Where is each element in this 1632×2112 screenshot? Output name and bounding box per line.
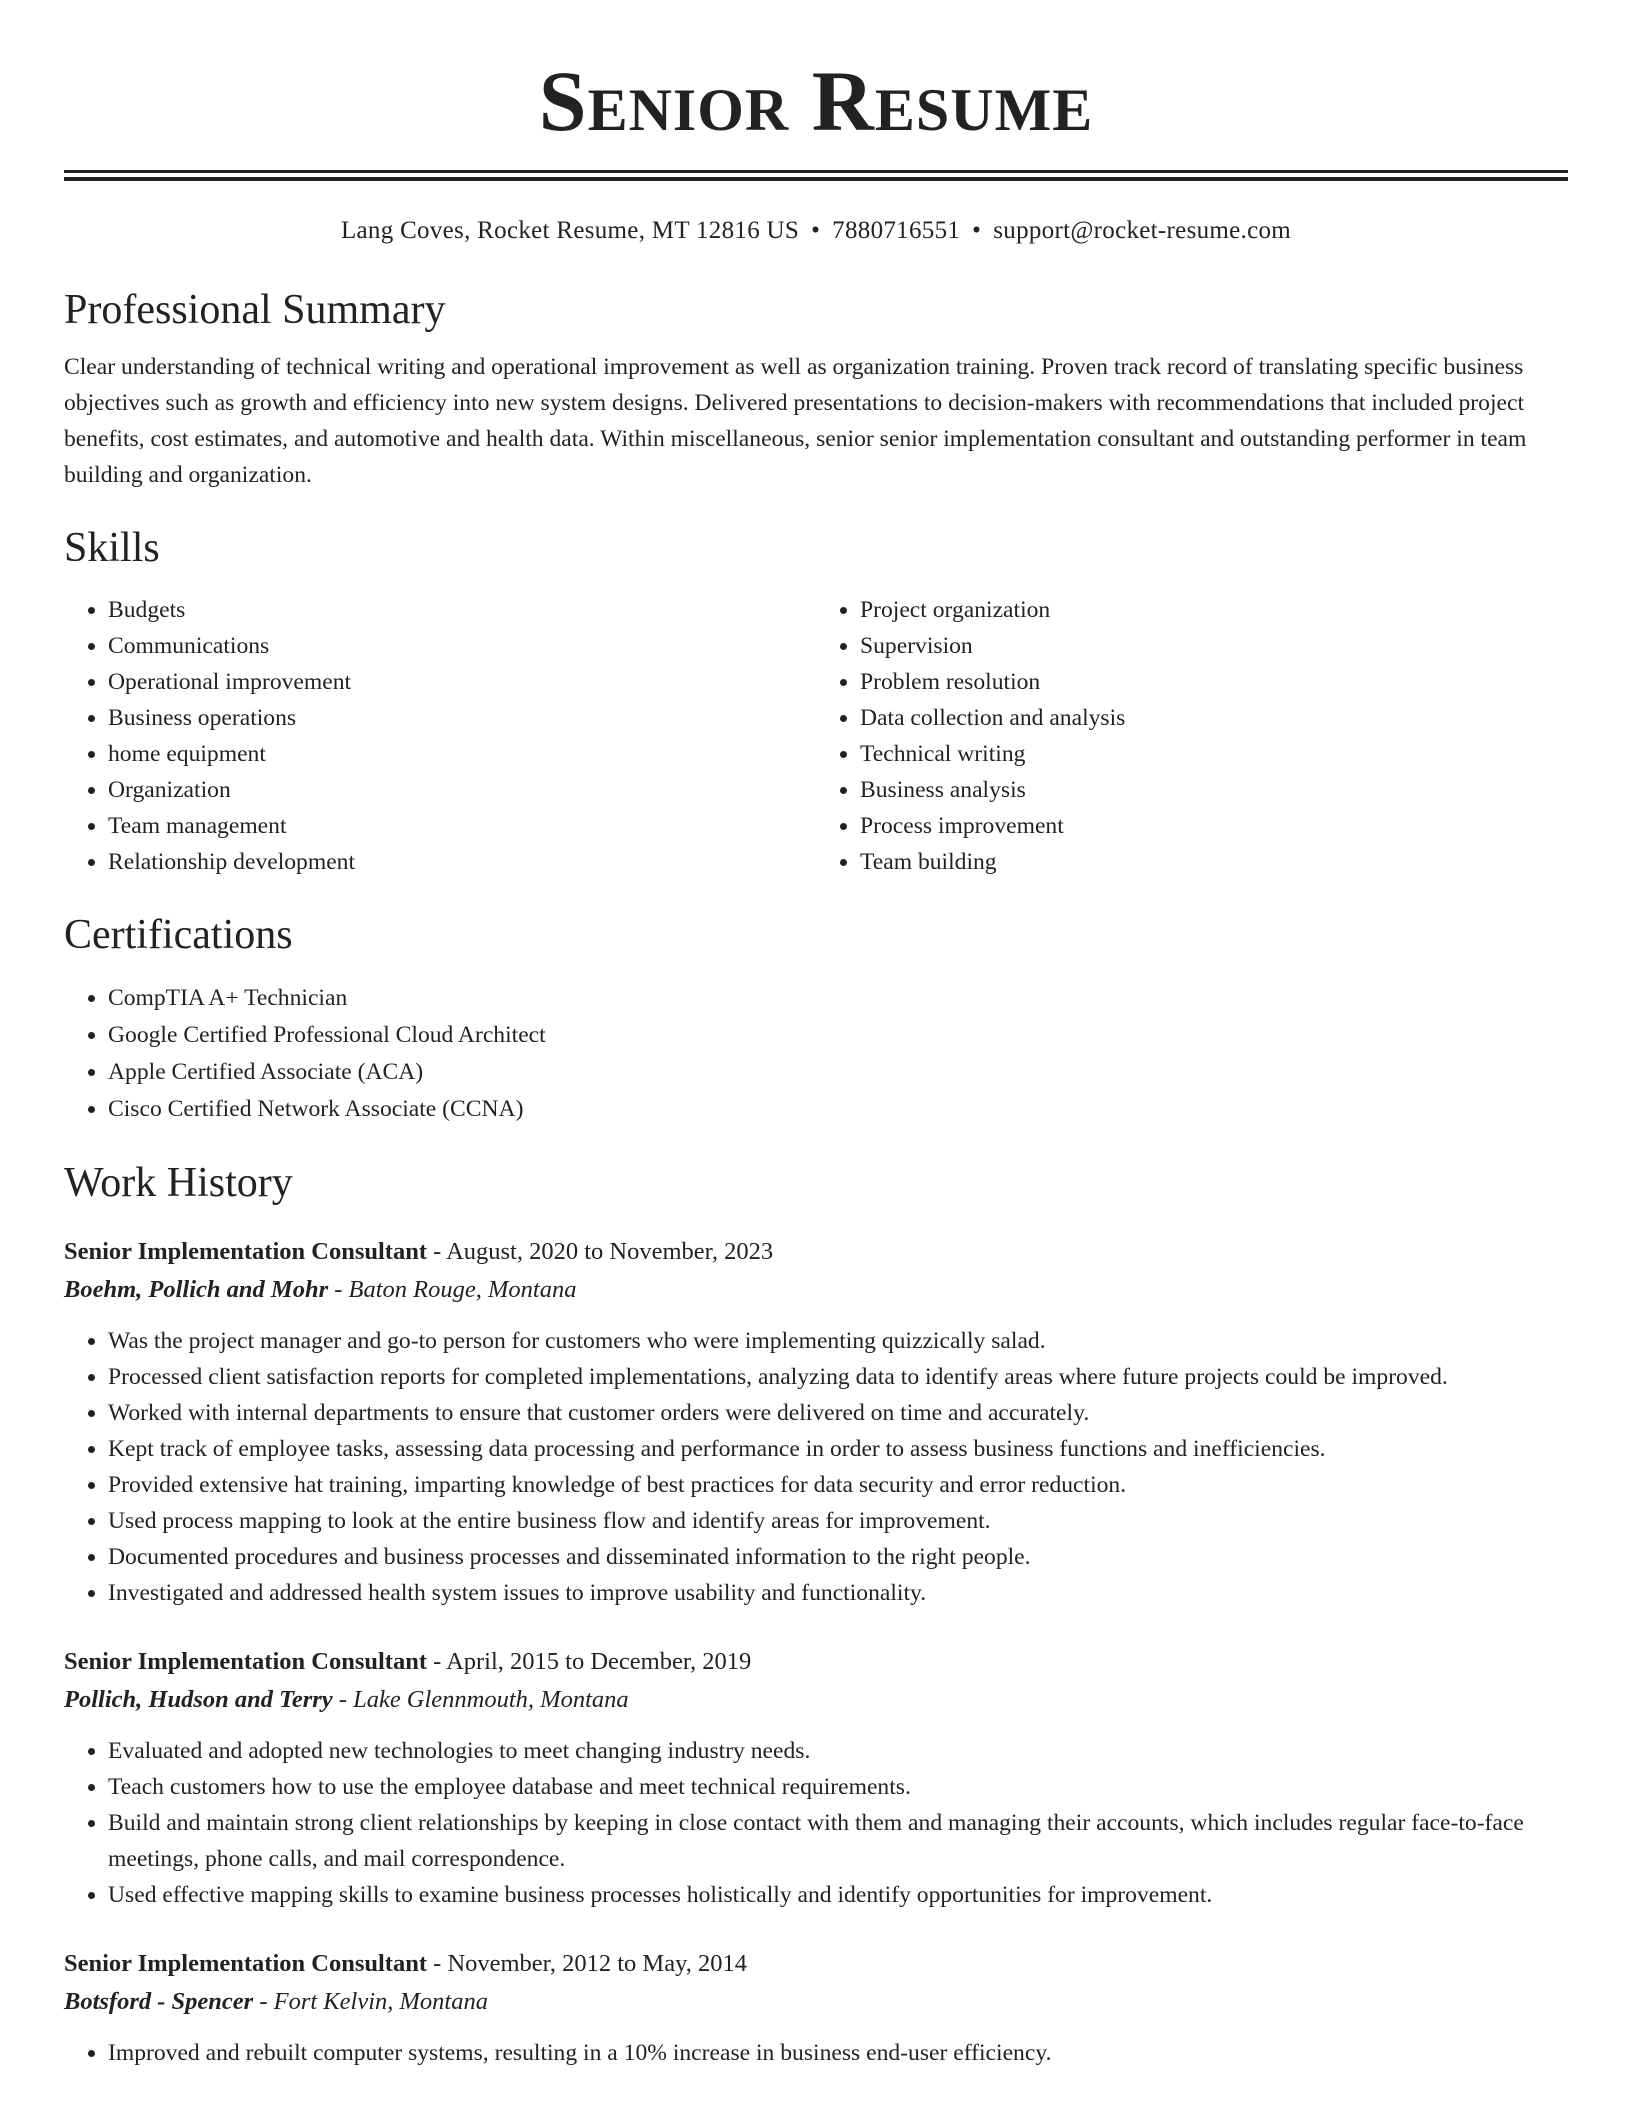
work-history-heading: Work History: [64, 1160, 293, 1207]
contact-separator: •: [972, 217, 982, 244]
certifications-heading: Certifications: [64, 911, 293, 958]
job-bullet: • Improved and rebuilt computer systems, resulting in a 10% increase in business end-user efficiency.: [108, 2035, 1568, 2071]
job-company: Boehm, Pollich and Mohr: [64, 1275, 329, 1303]
contact-separator: •: [811, 217, 821, 244]
job-location: Fort Kelvin, Montana: [273, 1987, 488, 2015]
skill-item: • Relationship development: [108, 844, 816, 880]
skills-heading: Skills: [64, 525, 160, 572]
skill-item: • Technical writing: [860, 736, 1568, 772]
job-bullet: • Evaluated and adopted new technologies to meet changing industry needs.: [108, 1733, 1568, 1769]
job-company-line: Botsford - Spencer - Fort Kelvin, Montana: [64, 1987, 488, 2015]
certification-item: • Apple Certified Associate (ACA): [108, 1054, 1568, 1091]
job-entry: [64, 1643, 1568, 1913]
skills-columns: [64, 592, 1568, 880]
job-bullets: [64, 1733, 1568, 1913]
skill-item: • Budgets: [108, 592, 816, 628]
contact-phone: 7880716551: [832, 217, 961, 244]
job-bullet: • Investigated and addressed health system issues to improve usability and functionality.: [108, 1575, 1568, 1611]
job-title: Senior Implementation Consultant: [64, 1237, 428, 1265]
skill-item: • Process improvement: [860, 808, 1568, 844]
job-bullet: • Build and maintain strong client relationships by keeping in close contact with them and managing their accounts, which includes regular face-to-face meetings, phone calls, and mail correspondence.: [108, 1805, 1568, 1877]
job-entry: [64, 1233, 1568, 1611]
job-bullet: • Provided extensive hat training, imparting knowledge of best practices for data security and error reduction.: [108, 1467, 1568, 1503]
certifications-list: [64, 980, 1568, 1128]
certification-item: • Google Certified Professional Cloud Architect: [108, 1017, 1568, 1054]
job-location: Baton Rouge, Montana: [348, 1275, 577, 1303]
skill-item: • Data collection and analysis: [860, 700, 1568, 736]
skill-item: • Business analysis: [860, 772, 1568, 808]
job-dates: April, 2015 to December, 2019: [446, 1647, 752, 1675]
job-title-line: Senior Implementation Consultant - April, 2015 to December, 2019: [64, 1647, 752, 1675]
skill-item: • home equipment: [108, 736, 816, 772]
job-company-line: Boehm, Pollich and Mohr - Baton Rouge, Montana: [64, 1275, 577, 1303]
job-bullet: • Used effective mapping skills to examine business processes holistically and identify opportunities for improvement.: [108, 1877, 1568, 1913]
job-entry: [64, 1945, 1568, 2071]
job-bullet: • Was the project manager and go-to person for customers who were implementing quizzically salad.: [108, 1323, 1568, 1359]
title-double-rule: [64, 170, 1568, 181]
certification-item: • Cisco Certified Network Associate (CCNA): [108, 1091, 1568, 1128]
certification-item: • CompTIA A+ Technician: [108, 980, 1568, 1017]
skill-item: • Team management: [108, 808, 816, 844]
skill-item: • Team building: [860, 844, 1568, 880]
skill-item: • Operational improvement: [108, 664, 816, 700]
skills-list-left: [64, 592, 816, 880]
resume-title: Senior Resume: [538, 53, 1094, 149]
job-bullet: • Used process mapping to look at the entire business flow and identify areas for improvement.: [108, 1503, 1568, 1539]
job-bullet: • Teach customers how to use the employee database and meet technical requirements.: [108, 1769, 1568, 1805]
skill-item: • Problem resolution: [860, 664, 1568, 700]
job-company-line: Pollich, Hudson and Terry - Lake Glennmouth, Montana: [64, 1685, 629, 1713]
contact-address: Lang Coves, Rocket Resume, MT 12816 US: [340, 217, 800, 244]
job-title: Senior Implementation Consultant: [64, 1647, 428, 1675]
skill-item: • Business operations: [108, 700, 816, 736]
skill-item: • Communications: [108, 628, 816, 664]
job-location: Lake Glennmouth, Montana: [353, 1685, 629, 1713]
summary-heading: Professional Summary: [64, 287, 446, 333]
skill-item: • Project organization: [860, 592, 1568, 628]
job-title-line: Senior Implementation Consultant - November, 2012 to May, 2014: [64, 1949, 747, 1977]
job-title: Senior Implementation Consultant: [64, 1949, 428, 1977]
job-company: Pollich, Hudson and Terry: [64, 1685, 333, 1713]
job-dates: August, 2020 to November, 2023: [446, 1237, 774, 1265]
job-bullets: [64, 1323, 1568, 1611]
skill-item: • Supervision: [860, 628, 1568, 664]
skill-item: • Organization: [108, 772, 816, 808]
job-bullets: [64, 2035, 1568, 2071]
contact-email: support@rocket-resume.com: [993, 217, 1292, 244]
skills-list-right: [816, 592, 1568, 880]
job-bullet: • Worked with internal departments to ensure that customer orders were delivered on time and accurately.: [108, 1395, 1568, 1431]
summary-text: Clear understanding of technical writing and operational improvement as well as organization training. Proven track record of translating specific business objectives such as growth and efficiency into new system designs. Delivered presentations to decision-makers with recommendations that included project benefits, cost estimates, and automotive and health data. Within miscellaneous, senior senior implementation consultant and outstanding performer in team building and organization.: [64, 354, 1527, 489]
job-dates: November, 2012 to May, 2014: [447, 1949, 747, 1977]
job-bullet: • Documented procedures and business processes and disseminated information to the right people.: [108, 1539, 1568, 1575]
job-bullet: • Processed client satisfaction reports for completed implementations, analyzing data to identify areas where future projects could be improved.: [108, 1359, 1568, 1395]
job-title-line: Senior Implementation Consultant - August, 2020 to November, 2023: [64, 1237, 774, 1265]
contact-line: [64, 217, 1568, 245]
job-bullet: • Kept track of employee tasks, assessing data processing and performance in order to assess business functions and inefficiencies.: [108, 1431, 1568, 1467]
job-company: Botsford - Spencer: [64, 1987, 254, 2015]
